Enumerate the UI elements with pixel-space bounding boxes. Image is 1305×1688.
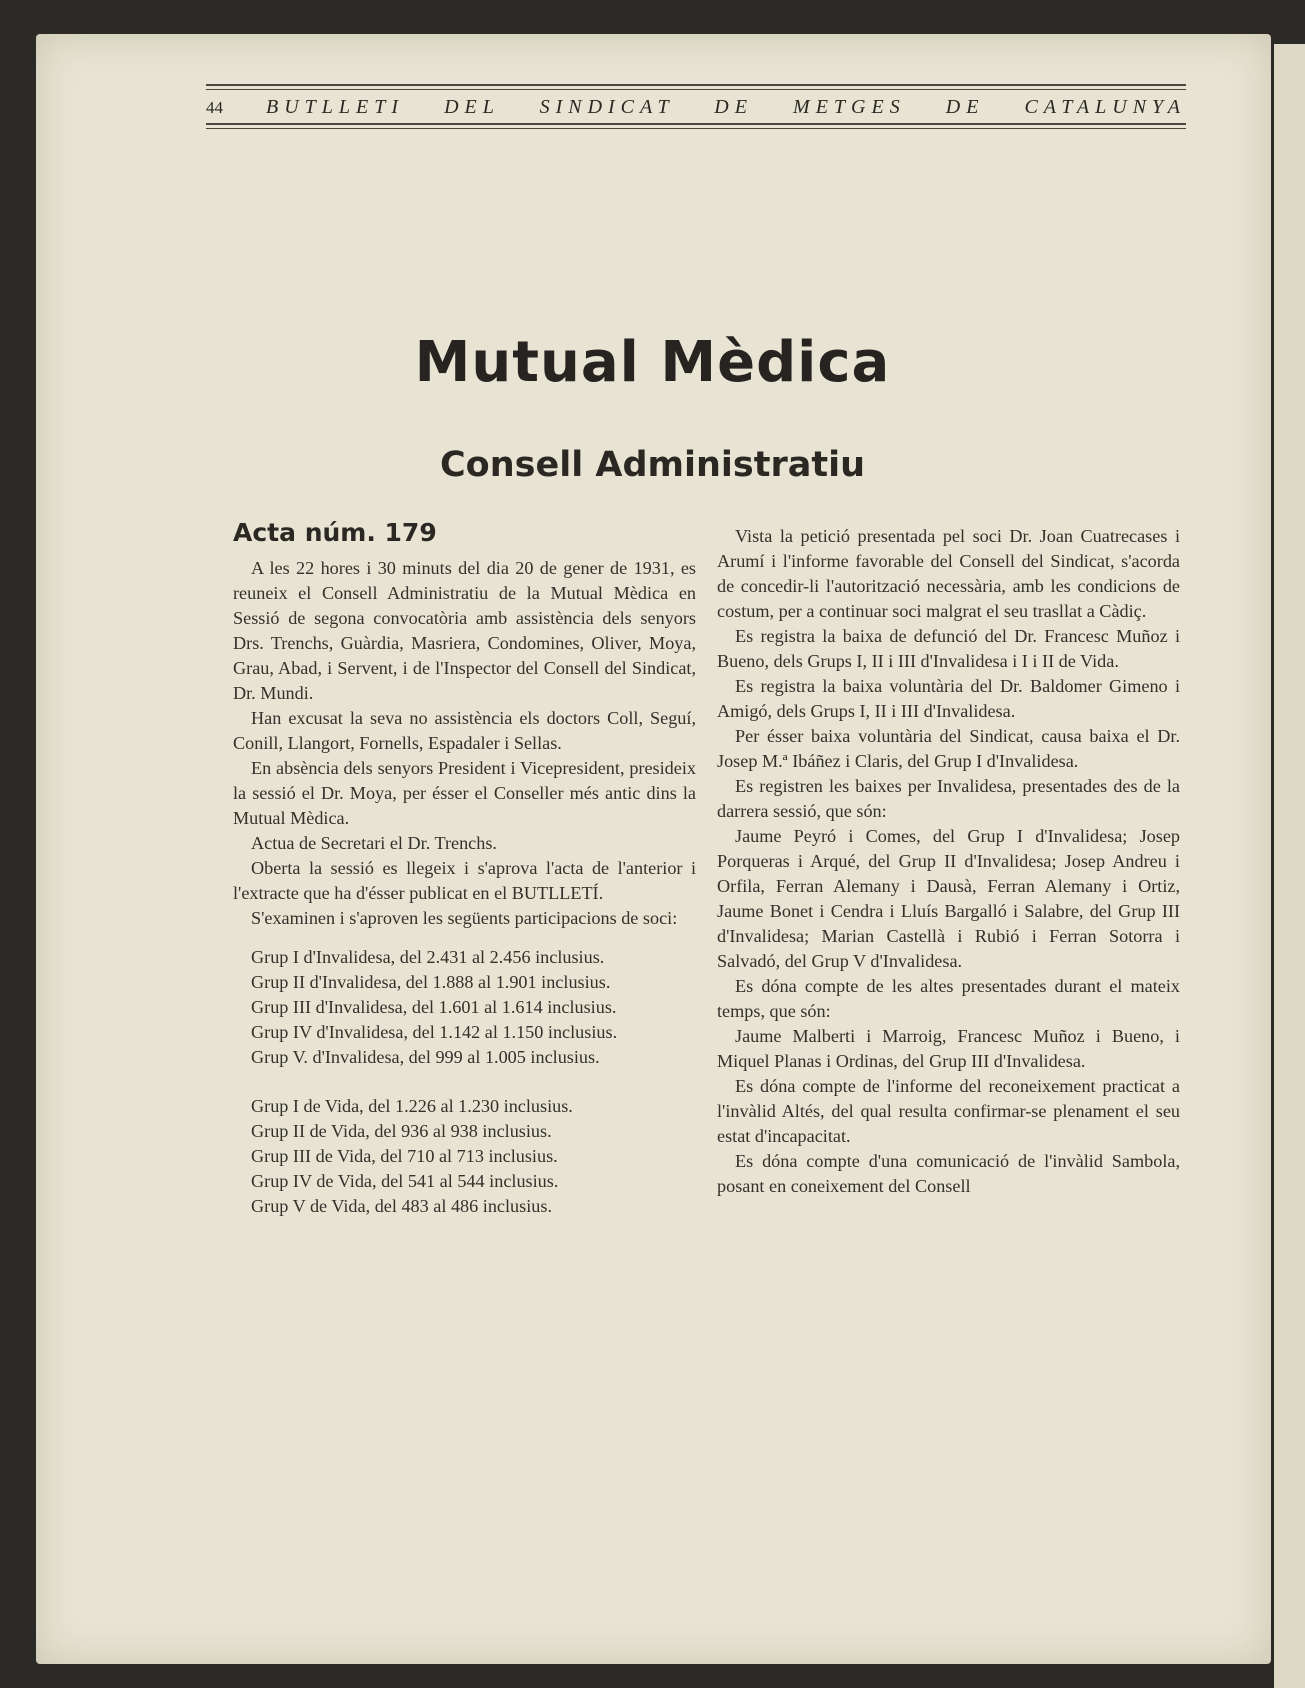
invalidesa-item: Grup IV d'Invalidesa, del 1.142 al 1.150 inclusius. xyxy=(251,1022,618,1042)
header-rule-bottom-thin xyxy=(206,128,1186,129)
paragraph: Per ésser baixa voluntària del Sindicat, causa baixa el Dr. Josep M.ª Ibáñez i Claris, del Grup I d'Invalidesa. xyxy=(717,726,1180,771)
vida-item: Grup I de Vida, del 1.226 al 1.230 inclusius. xyxy=(251,1096,573,1116)
header-rule-top xyxy=(206,84,1186,86)
paragraph: Jaume Peyró i Comes, del Grup I d'Invalidesa; Josep Porqueras i Arqué, del Grup II d'Invalidesa; Josep Andreu i Orfila, Ferran Alemany i Dausà, Ferran Alemany i Ortiz, Jaume Bonet i Cendra i Lluís Bargalló i Salabre, del Grup III d'Invalidesa; Marian Castellà i Rubió i Ferran Sotorra i Salvadó, del Grup V d'Invalidesa. xyxy=(717,826,1180,971)
paragraph: Vista la petició presentada pel soci Dr. Joan Cuatrecases i Arumí i l'informe favorable del Consell del Sindicat, s'acorda de concedir-li l'autorització necessària, amb les condicions de costum, per a continuar soci malgrat el seu trasllat a Càdiç. xyxy=(717,526,1180,621)
article-title: Mutual Mèdica xyxy=(414,330,891,395)
vida-item: Grup V de Vida, del 483 al 486 inclusius. xyxy=(251,1196,552,1216)
paragraph: Es dóna compte de les altes presentades durant el mateix temps, que són: xyxy=(717,976,1180,1021)
page-number: 44 xyxy=(206,98,223,117)
spacer xyxy=(233,1070,696,1094)
paragraph: Es registra la baixa voluntària del Dr. Baldomer Gimeno i Amigó, dels Grups I, II i III d'Invalidesa. xyxy=(717,676,1180,721)
invalidesa-item: Grup I d'Invalidesa, del 2.431 al 2.456 inclusius. xyxy=(251,947,605,967)
article-subtitle: Consell Administratiu xyxy=(439,445,865,485)
running-header xyxy=(206,84,1186,129)
paragraph: Es dóna compte de l'informe del reconeixement practicat a l'invàlid Altés, del qual resulta confirmar-se plenament el seu estat d'incapacitat. xyxy=(717,1076,1180,1146)
paragraph: Actua de Secretari el Dr. Trenchs. xyxy=(251,833,497,853)
paragraph: Es registra la baixa de defunció del Dr. Francesc Muñoz i Bueno, dels Grups I, II i III d'Invalidesa i I i II de Vida. xyxy=(717,626,1180,671)
paragraph: Es dóna compte d'una comunicació de l'invàlid Sambola, posant en coneixement del Consell xyxy=(717,1151,1180,1196)
facing-page-edge xyxy=(1274,44,1305,1688)
running-title: BUTLLETI DEL SINDICAT DE METGES DE CATALUNYA xyxy=(266,96,1186,118)
header-rule-bottom xyxy=(206,123,1186,125)
left-column xyxy=(233,518,696,1219)
invalidesa-item: Grup II d'Invalidesa, del 1.888 al 1.901 inclusius. xyxy=(251,972,611,992)
header-rule-top-thin xyxy=(206,89,1186,90)
vida-item: Grup II de Vida, del 936 al 938 inclusius. xyxy=(251,1121,552,1141)
invalidesa-item: Grup V. d'Invalidesa, del 999 al 1.005 inclusius. xyxy=(251,1047,600,1067)
paragraph: Han excusat la seva no assistència els doctors Coll, Seguí, Conill, Llangort, Fornells, Espadaler i Sellas. xyxy=(233,708,696,753)
paragraph: A les 22 hores i 30 minuts del dia 20 de gener de 1931, es reuneix el Consell Administratiu de la Mutual Mèdica en Sessió de segona convocatòria amb assistència dels senyors Drs. Trenchs, Guàrdia, Masriera, Condomines, Oliver, Moya, Grau, Abad, i Servent, i de l'Inspector del Consell del Sindicat, Dr. Mundi. xyxy=(233,558,696,703)
paragraph: S'examinen i s'aproven les següents participacions de soci: xyxy=(251,908,678,928)
right-column xyxy=(717,524,1180,1199)
acta-heading: Acta núm. 179 xyxy=(233,518,437,547)
paragraph: En absència dels senyors President i Vicepresident, presideix la sessió el Dr. Moya, per ésser el Conseller més antic dins la Mutual Mèdica. xyxy=(233,758,696,828)
vida-item: Grup III de Vida, del 710 al 713 inclusius. xyxy=(251,1146,558,1166)
vida-item: Grup IV de Vida, del 541 al 544 inclusius. xyxy=(251,1171,559,1191)
header-row xyxy=(206,96,1186,119)
paragraph: Es registren les baixes per Invalidesa, presentades des de la darrera sessió, que són: xyxy=(717,776,1180,821)
invalidesa-item: Grup III d'Invalidesa, del 1.601 al 1.614 inclusius. xyxy=(251,997,617,1017)
spacer xyxy=(233,931,696,945)
paragraph: Oberta la sessió es llegeix i s'aprova l'acta de l'anterior i l'extracte que ha d'ésser publicat en el BUTLLETÍ. xyxy=(233,858,696,903)
paragraph: Jaume Malberti i Marroig, Francesc Muñoz i Bueno, i Miquel Planas i Ordinas, del Grup III d'Invalidesa. xyxy=(717,1026,1180,1071)
